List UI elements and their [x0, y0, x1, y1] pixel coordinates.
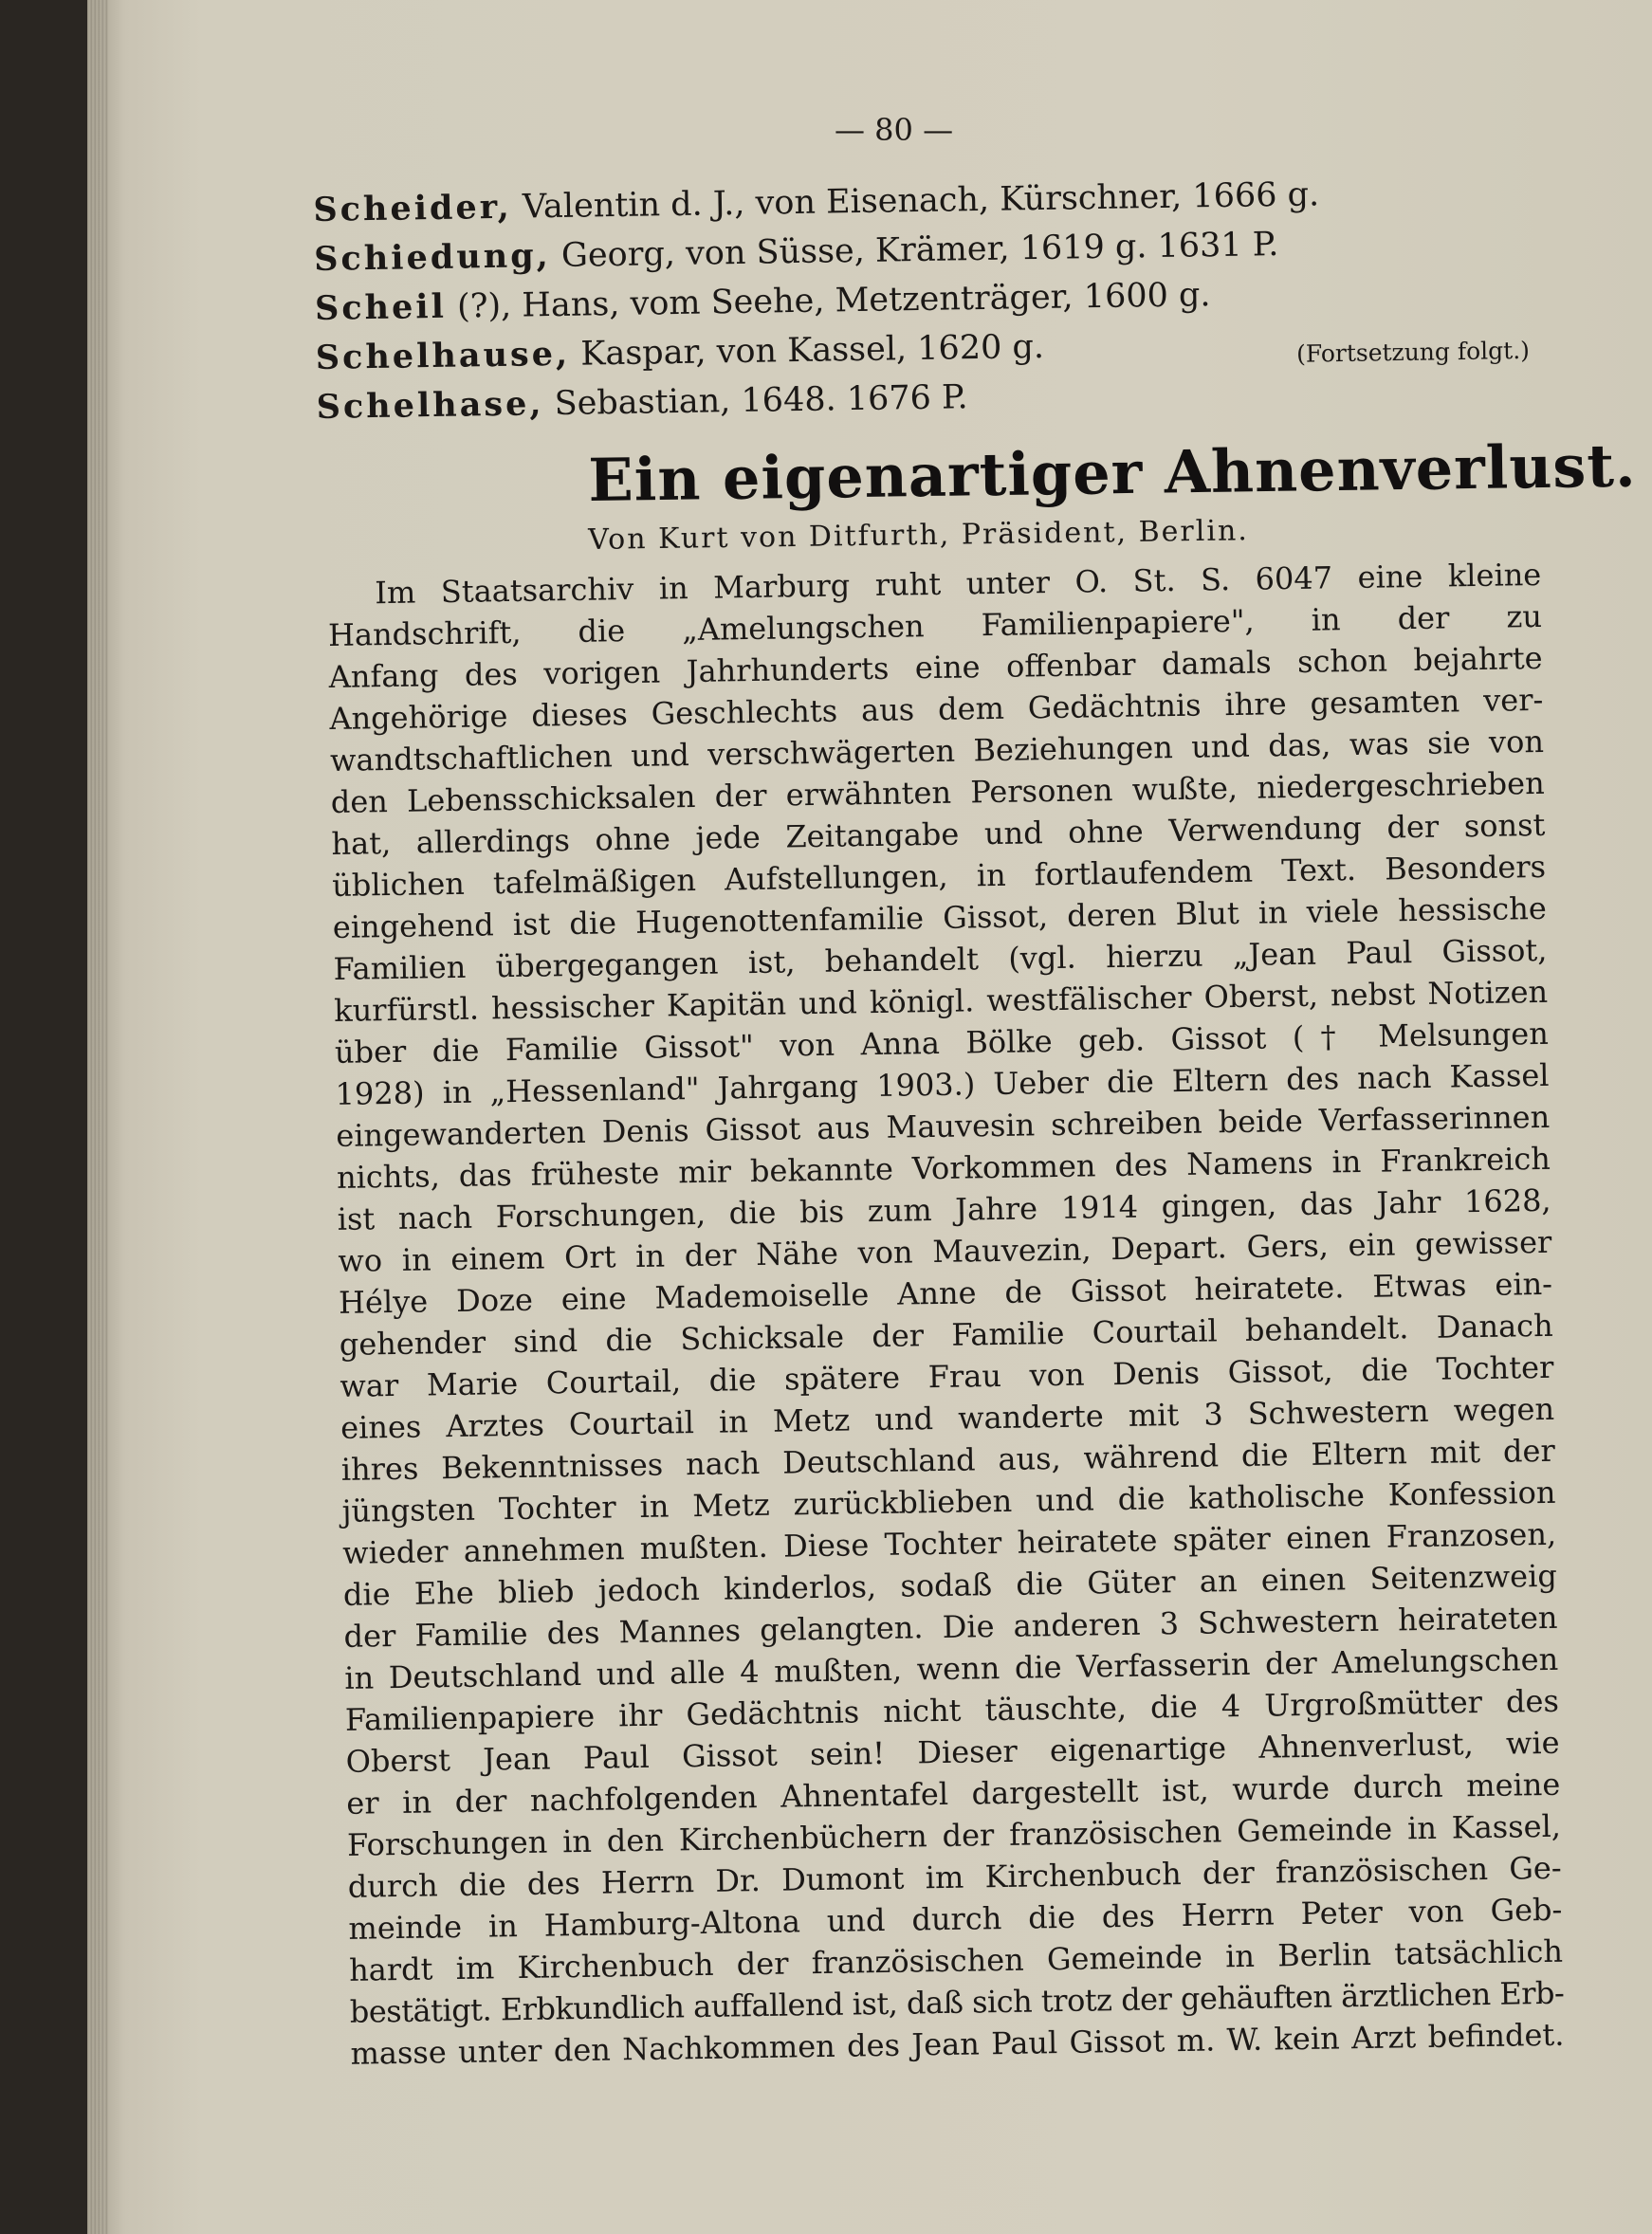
text-line: eines Arztes Courtail in Metz und wanderte mit 3 Schwestern wegen	[340, 1390, 1555, 1446]
text-line: den Lebensschicksalen der erwähnten Personen wußte, niedergeschrieben	[330, 764, 1545, 820]
register-list	[313, 166, 1559, 432]
text-line: eingewanderten Denis Gissot aus Mauvesin schreiben beide Verfasserinnen	[336, 1098, 1551, 1154]
text-line: bestätigt. Erbkundlich auffallend ist, daß sich trotz der gehäuften ärztlichen Erb-	[349, 1974, 1565, 2030]
entry-details: Kaspar, von Kassel, 1620 g.	[579, 327, 1045, 374]
text-line: wo in einem Ort in der Nähe von Mauvezin, Depart. Gers, ein gewisser	[338, 1223, 1552, 1279]
entry-details: Georg, von Süsse, Krämer, 1619 g. 1631 P.	[560, 226, 1279, 275]
text-line: der Familie des Mannes gelangten. Die anderen 3 Schwestern heirateten	[343, 1599, 1558, 1655]
text-line: Oberst Jean Paul Gissot sein! Dieser eigenartige Ahnenverlust, wie	[345, 1724, 1560, 1780]
article-title: Ein eigenartiger Ahnenverlust.	[588, 430, 1638, 515]
entry-surname: Scheider,	[313, 187, 513, 229]
text-line: ihres Bekenntnisses nach Deutschland aus, während die Eltern mit der	[340, 1432, 1555, 1488]
text-line: über die Familie Gissot" von Anna Bölke geb. Gissot († Melsungen	[334, 1015, 1550, 1071]
entry-details: (?), Hans, vom Seehe, Metzenträger, 1600 g.	[456, 276, 1211, 326]
text-line: Anfang des vorigen Jahrhunderts eine offenbar damals schon bejahrte	[328, 639, 1543, 695]
text-line: kurfürstl. hessischer Kapitän und königl. westfälischer Oberst, nebst Notizen	[333, 973, 1549, 1029]
entry-surname: Schelhause,	[315, 334, 571, 377]
text-line: Angehörige dieses Geschlechts aus dem Gedächtnis ihre gesamten ver-	[329, 681, 1544, 737]
text-line: Handschrift, die „Amelungschen Familienpapiere", in der zu	[327, 597, 1543, 653]
page-number: — 80 —	[835, 112, 954, 148]
text-line: wandtschaftlichen und verschwägerten Beziehungen und das, was sie von	[329, 723, 1545, 778]
text-line: Forschungen in den Kirchenbüchern der französischen Gemeinde in Kassel,	[346, 1807, 1562, 1863]
text-line: durch die des Herrn Dr. Dumont im Kirchenbuch der französischen Ge-	[347, 1849, 1562, 1905]
text-line: meinde in Hamburg-Altona und durch die des Herrn Peter von Geb-	[348, 1891, 1563, 1947]
text-line: Familienpapiere ihr Gedächtnis nicht täuschte, die 4 Urgroßmütter des	[344, 1682, 1560, 1738]
continuation-note: (Fortsetzung folgt.)	[1295, 336, 1531, 368]
page-gutter	[87, 0, 108, 2234]
text-line: jüngsten Tochter in Metz zurückblieben und die katholische Konfession	[341, 1474, 1556, 1529]
article-body	[327, 554, 1565, 2075]
text-line: wieder annehmen mußten. Diese Tochter heiratete später einen Franzosen,	[341, 1515, 1557, 1571]
text-line: üblichen tafelmäßigen Aufstellungen, in fortlaufendem Text. Besonders	[331, 848, 1547, 904]
text-line: Im Staatsarchiv in Marburg ruht unter O. St. S. 6047 eine kleine	[375, 556, 1542, 612]
text-line: war Marie Courtail, die spätere Frau von Denis Gissot, die Tochter	[340, 1348, 1554, 1404]
text-line: die Ehe blieb jedoch kinderlos, sodaß die Güter an einen Seitenzweig	[342, 1557, 1558, 1613]
text-line: 1928) in „Hessenland" Jahrgang 1903.) Ueber die Eltern des nach Kassel	[335, 1056, 1550, 1112]
text-line: er in der nachfolgenden Ahnentafel dargestellt ist, wurde durch meine	[346, 1766, 1561, 1822]
text-line: gehender sind die Schicksale der Familie Courtail behandelt. Danach	[339, 1307, 1553, 1363]
text-line: ist nach Forschungen, die bis zum Jahre 1914 gingen, das Jahr 1628,	[337, 1181, 1551, 1237]
text-line: masse unter den Nachkommen des Jean Paul Gissot m. W. kein Arzt befindet.	[350, 2016, 1565, 2072]
text-line: hat, allerdings ohne jede Zeitangabe und ohne Verwendung der sonst	[331, 806, 1546, 862]
text-line: hardt im Kirchenbuch der französischen Gemeinde in Berlin tatsächlich	[348, 1932, 1564, 1988]
text-line: in Deutschland und alle 4 mußten, wenn die Verfasserin der Amelungschen	[344, 1640, 1559, 1696]
text-line: Familien übergegangen ist, behandelt (vgl. hierzu „Jean Paul Gissot,	[333, 931, 1548, 987]
text-line: nichts, das früheste mir bekannte Vorkommen des Namens in Frankreich	[336, 1140, 1551, 1196]
article-byline: Von Kurt von Ditfurth, Präsident, Berlin.	[588, 514, 1250, 557]
entry-surname: Scheil	[314, 286, 448, 328]
entry-surname: Schiedung,	[313, 236, 552, 279]
entry-details: Valentin d. J., von Eisenach, Kürschner, 1666 g.	[522, 175, 1320, 227]
text-line: Hélye Doze eine Mademoiselle Anne de Gissot heiratete. Etwas ein-	[338, 1265, 1553, 1321]
entry-surname: Schelhase,	[316, 384, 544, 427]
text-line: eingehend ist die Hugenottenfamilie Gissot, deren Blut in viele hessische	[332, 889, 1548, 945]
entry-details: Sebastian, 1648. 1676 P.	[554, 378, 968, 424]
